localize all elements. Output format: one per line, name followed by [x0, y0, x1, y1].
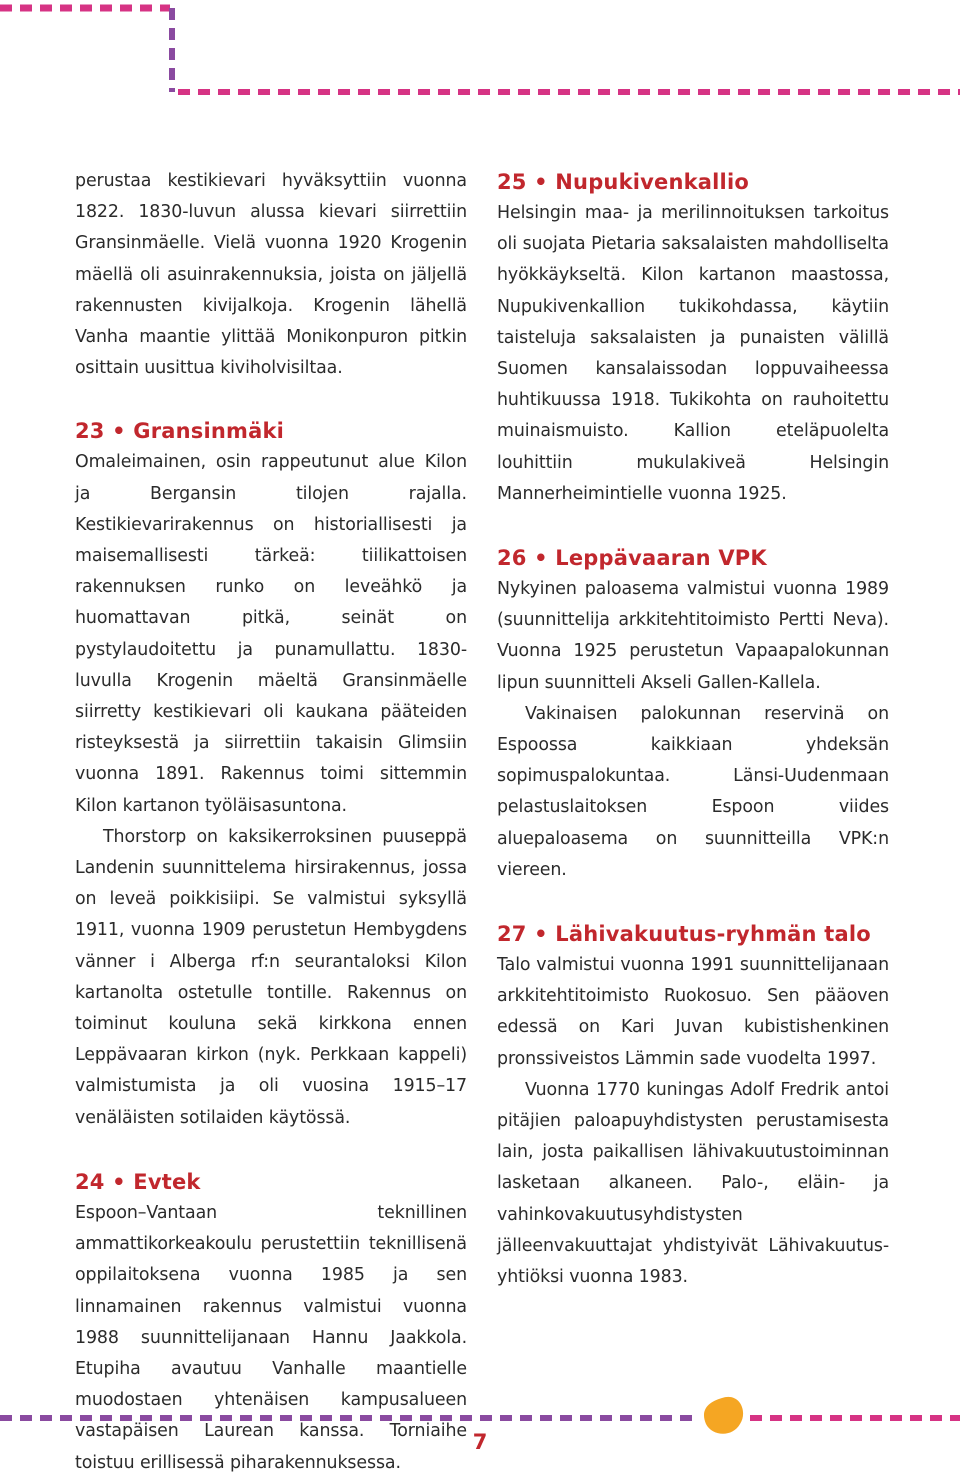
section-heading-27: 27 • Lähivakuutus-ryhmän talo: [497, 922, 871, 947]
paragraph: Talo valmistui vuonna 1991 suunnittelijanaan arkkitehtitoimisto Ruokosuo. Sen pääoven edessä on Kari Juvan kubistishenkinen pronssiveistos Lämmin sade vuodelta 1997.: [497, 955, 889, 1069]
section-heading-25: 25 • Nupukivenkallio: [497, 170, 749, 194]
left-column: [75, 166, 467, 1479]
page-number: 7: [472, 1430, 488, 1454]
orange-blob-icon: [704, 1397, 743, 1434]
section-heading-23: 23 • Gransinmäki: [75, 419, 285, 444]
paragraph: Vakinaisen palokunnan reservinä on Espoossa kaikkiaan yhdeksän sopimuspalokuntaa. Länsi-Uudenmaan pelastuslaitoksen Espoon viides aluepaloasema on suunnitteilla VPK:n viereen.: [497, 703, 889, 880]
right-column: [497, 166, 889, 1293]
paragraph: Thorstorp on kaksikerroksinen puuseppä Landenin suunnittelema hirsirakennus, jossa on leveä poikkisiipi. Se valmistui syksyllä 1911, vuonna 1909 perustetun Hembygdens vänner i Alberga rf:n seurantaloksi Kilon kartanolta ostetulle tontille. Rakennus on toiminut kouluna sekä kirkkona ennen Leppävaaran kirkon (nyk. Perkkaan kappeli) valmistumista ja oli vuosina 1915–17 venäläisten sotilaiden käytössä.: [75, 826, 467, 1128]
section-heading-24: 24 • Evtek: [75, 1169, 201, 1194]
paragraph: Nykyinen paloasema valmistui vuonna 1989 (suunnittelija arkkitehtitoimisto Pertti Neva). Vuonna 1925 perustetun Vapaapalokunnan lipun suunnitteli Akseli Gallen-Kallela.: [497, 579, 889, 693]
paragraph: Helsingin maa- ja merilinnoituksen tarkoitus oli suojata Pietaria saksalaisten mahdolliselta hyökkäykseltä. Kilon kartanon maastossa, Nupukivenkallion tukikohdassa, käytiin taisteluja saksalaisten ja punaisten välillä Suomen kansalaissodan loppuvaiheessa huhtikuussa 1918. Tukikohta on rauhoitettu muinaismuisto. Kallion eteläpuolelta louhittiin mukulakiveä Helsingin Mannerheimintielle vuonna 1925.: [497, 203, 889, 504]
paragraph: Omaleimainen, osin rappeutunut alue Kilon ja Bergansin tilojen rajalla. Kestikievarirakennus on historiallisesti ja maisemallisesti tärkeä: tiilikattoisen rakennuksen runko on leveähkö ja huomattavan pitkä, seinät on pystylaudoitettu ja punamullattu. 1830-luvulla Krogenin mäeltä Gransinmäelle siirretty kestikievari oli kaukana pääteiden risteyksestä ja siirrettiin takaisin Glimsiin vuonna 1891. Rakennus toimi sittemmin Kilon kartanon työläisasuntona.: [75, 452, 467, 816]
paragraph: Vuonna 1770 kuningas Adolf Fredrik antoi pitäjien paloapuyhdistysten perustamisesta lain, josta paikallisen lähivakuutustoiminnan lasketaan alkaneen. Palo-, eläin- ja vahinkovakuutusyhdistysten jälleenvakuuttajat yhdistyivät Lähivakuutus-yhtiöksi vuonna 1983.: [497, 1079, 889, 1288]
paragraph: Espoon–Vantaan teknillinen ammattikorkeakoulu perustettiin teknillisenä oppilaitoksena vuonna 1985 ja sen linnamainen rakennus valmistui vuonna 1988 suunnittelijanaan Hannu Jaakkola. Etupiha avautuu Vanhalle maantielle muodostaen yhtenäisen kampusalueen vastapäisen Laurean kanssa. Torniaihe toistuu erillisessä piharakennuksessa.: [75, 1202, 467, 1473]
paragraph: perustaa kestikievari hyväksyttiin vuonna 1822. 1830-luvun alussa kievari siirrettiin Gransinmäelle. Vielä vuonna 1920 Krogenin mäellä oli asuinrakennuksia, joista on jäljellä rakennusten kivijalkoja. Krogenin lähellä Vanha maantie ylittää Monikonpuron pitkin osittain uusittua kiviholvisiltaa.: [75, 171, 467, 379]
section-heading-26: 26 • Leppävaaran VPK: [497, 546, 767, 571]
